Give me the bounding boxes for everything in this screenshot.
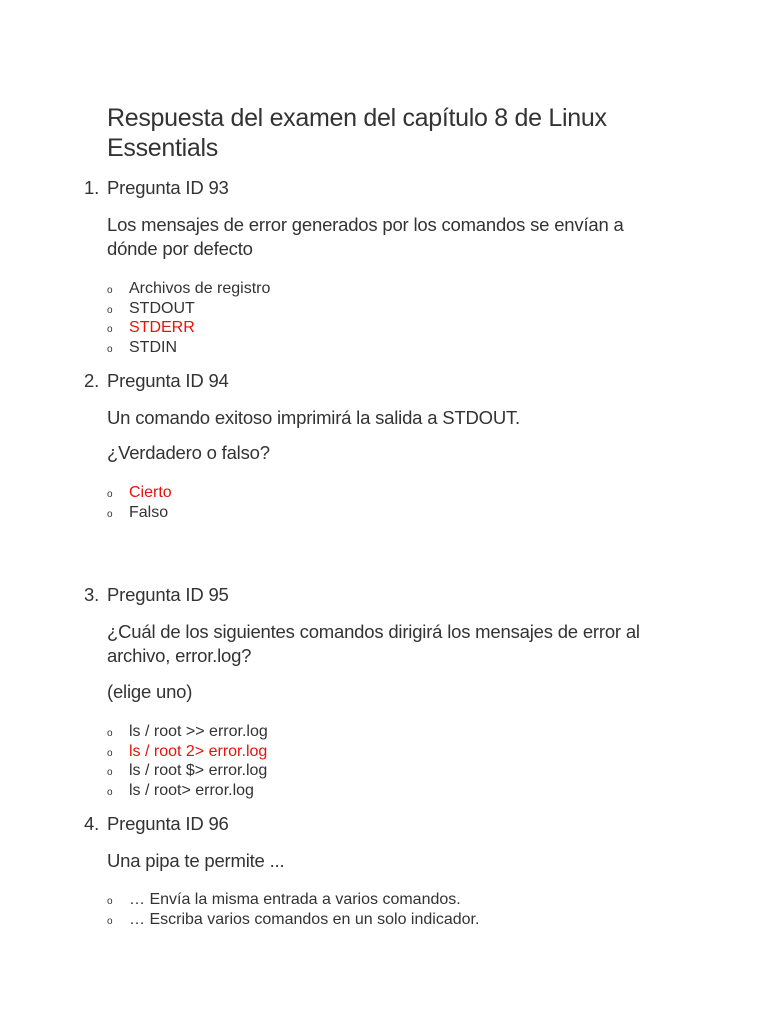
bullet-icon: o bbox=[107, 324, 113, 335]
bullet-icon: o bbox=[107, 285, 113, 296]
option-label: … Envía la misma entrada a varios comandos. bbox=[129, 891, 461, 908]
bullet-icon: o bbox=[107, 767, 113, 778]
option-label: STDOUT bbox=[129, 299, 195, 317]
question-number: 1. bbox=[84, 177, 100, 198]
question-1-heading bbox=[84, 176, 229, 200]
options-list bbox=[107, 722, 268, 800]
option-item[interactable] bbox=[107, 299, 270, 319]
option-item-correct[interactable] bbox=[107, 318, 270, 338]
option-item-correct[interactable] bbox=[107, 483, 172, 503]
option-item[interactable] bbox=[107, 910, 479, 930]
page-title: Respuesta del examen del capítulo 8 de Linux Essentials bbox=[107, 104, 607, 162]
question-number: 3. bbox=[84, 584, 100, 605]
bullet-icon: o bbox=[107, 304, 113, 316]
option-label: ls / root 2> error.log bbox=[129, 742, 268, 760]
question-title: Pregunta ID 94 bbox=[107, 370, 229, 391]
option-label: Falso bbox=[129, 503, 169, 521]
question-title: Pregunta ID 96 bbox=[107, 813, 229, 834]
question-text: ¿Verdadero o falso? bbox=[107, 442, 270, 463]
question-text: Una pipa te permite ... bbox=[107, 850, 285, 871]
question-3-heading bbox=[84, 583, 229, 607]
options-list bbox=[107, 279, 270, 357]
question-title: Pregunta ID 95 bbox=[107, 584, 229, 605]
question-text: (elige uno) bbox=[107, 681, 193, 702]
option-label: ls / root $> error.log bbox=[129, 762, 268, 779]
option-label: STDIN bbox=[129, 338, 177, 356]
bullet-icon: o bbox=[107, 786, 113, 798]
question-text: Un comando exitoso imprimirá la salida a STDOUT. bbox=[107, 407, 520, 428]
option-item[interactable] bbox=[107, 890, 479, 910]
options-list bbox=[107, 890, 479, 929]
bullet-icon: o bbox=[107, 728, 113, 739]
bullet-icon: o bbox=[107, 343, 113, 355]
option-item[interactable] bbox=[107, 722, 268, 742]
question-number: 2. bbox=[84, 370, 100, 391]
options-list bbox=[107, 483, 172, 522]
bullet-icon: o bbox=[107, 747, 113, 759]
option-item-correct[interactable] bbox=[107, 742, 268, 762]
question-4-heading bbox=[84, 812, 229, 836]
bullet-icon: o bbox=[107, 915, 113, 927]
option-label: ls / root> error.log bbox=[129, 781, 254, 799]
option-label: Cierto bbox=[129, 484, 172, 501]
option-item[interactable] bbox=[107, 781, 268, 801]
bullet-icon: o bbox=[107, 896, 113, 907]
bullet-icon: o bbox=[107, 489, 113, 500]
option-label: STDERR bbox=[129, 319, 195, 336]
question-number: 4. bbox=[84, 813, 100, 834]
bullet-icon: o bbox=[107, 508, 113, 520]
option-label: … Escriba varios comandos en un solo indicador. bbox=[129, 910, 480, 928]
question-text: Los mensajes de error generados por los comandos se envían a dónde por defecto bbox=[107, 214, 624, 259]
option-item[interactable] bbox=[107, 279, 270, 299]
option-item[interactable] bbox=[107, 503, 172, 523]
option-item[interactable] bbox=[107, 761, 268, 781]
option-label: ls / root >> error.log bbox=[129, 723, 268, 740]
question-text: ¿Cuál de los siguientes comandos dirigirá los mensajes de error al archivo, error.log? bbox=[107, 621, 640, 666]
option-label: Archivos de registro bbox=[129, 280, 271, 297]
question-title: Pregunta ID 93 bbox=[107, 177, 229, 198]
question-2-heading bbox=[84, 369, 229, 393]
option-item[interactable] bbox=[107, 338, 270, 358]
